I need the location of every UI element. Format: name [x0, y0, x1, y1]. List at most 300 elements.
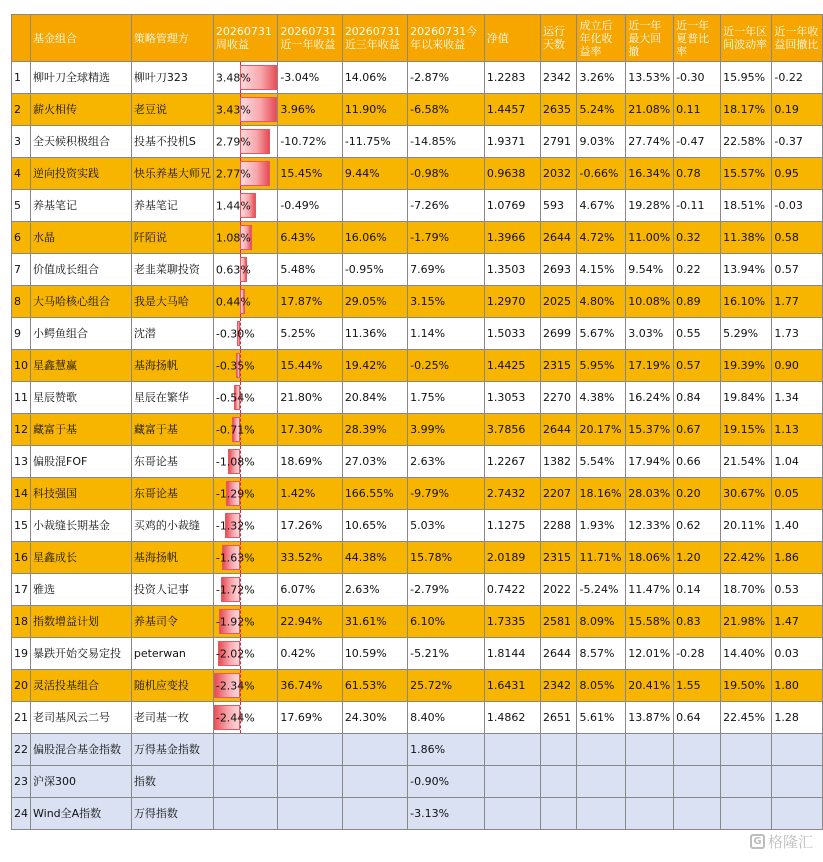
- nav-value: 0.9638: [484, 158, 540, 190]
- table-row[interactable]: [12, 574, 823, 606]
- annualized-return: 4.80%: [577, 286, 626, 318]
- return-3y: 24.30%: [342, 702, 407, 734]
- max-drawdown: 19.28%: [626, 190, 674, 222]
- annualized-return: 11.71%: [577, 542, 626, 574]
- return-ytd: 8.40%: [408, 702, 485, 734]
- max-drawdown: 28.03%: [626, 478, 674, 510]
- nav-value: 1.1275: [484, 510, 540, 542]
- max-drawdown: [626, 798, 674, 830]
- weekly-return-value: -1.32%: [215, 519, 255, 532]
- return-1y: 15.44%: [278, 350, 342, 382]
- nav-value: 1.5033: [484, 318, 540, 350]
- weekly-return: [213, 446, 277, 478]
- sharpe-ratio: 1.20: [674, 542, 721, 574]
- nav-value: 1.6431: [484, 670, 540, 702]
- col-header-3y-return[interactable]: 20260731近三年收益: [342, 15, 407, 62]
- col-header-1y-return[interactable]: 20260731近一年收益: [278, 15, 342, 62]
- manager-name: 柳叶刀323: [131, 62, 213, 94]
- return-ytd: 5.03%: [408, 510, 485, 542]
- return-drawdown-ratio: 1.40: [772, 510, 823, 542]
- return-3y: 19.42%: [342, 350, 407, 382]
- table-row[interactable]: [12, 766, 823, 798]
- volatility: 18.70%: [721, 574, 772, 606]
- return-ytd: -9.79%: [408, 478, 485, 510]
- col-header-return-drawdown[interactable]: 近一年收益回撤比: [772, 15, 823, 62]
- volatility: 15.57%: [721, 158, 772, 190]
- weekly-return: [213, 318, 277, 350]
- annualized-return: 3.26%: [577, 62, 626, 94]
- manager-name: 星辰在繁华: [131, 382, 213, 414]
- return-drawdown-ratio: 1.80: [772, 670, 823, 702]
- return-drawdown-ratio: 1.47: [772, 606, 823, 638]
- manager-name: 买鸡的小裁缝: [131, 510, 213, 542]
- return-3y: 166.55%: [342, 478, 407, 510]
- table-row[interactable]: [12, 318, 823, 350]
- return-ytd: 2.63%: [408, 446, 485, 478]
- run-days: 2644: [541, 414, 577, 446]
- row-index: 7: [12, 254, 31, 286]
- sharpe-ratio: -0.11: [674, 190, 721, 222]
- return-ytd: 7.69%: [408, 254, 485, 286]
- manager-name: 老司基一枚: [131, 702, 213, 734]
- nav-value: [484, 734, 540, 766]
- weekly-return-value: -0.30%: [215, 327, 255, 340]
- return-1y: 21.80%: [278, 382, 342, 414]
- weekly-return-value: -2.34%: [215, 679, 255, 692]
- sharpe-ratio: 0.22: [674, 254, 721, 286]
- max-drawdown: 15.58%: [626, 606, 674, 638]
- row-index: 9: [12, 318, 31, 350]
- max-drawdown: 9.54%: [626, 254, 674, 286]
- run-days: 2342: [541, 62, 577, 94]
- return-1y: 17.26%: [278, 510, 342, 542]
- col-header-sharpe[interactable]: 近一年夏普比率: [674, 15, 721, 62]
- col-header-ytd-return[interactable]: 20260731今年以来收益: [408, 15, 485, 62]
- manager-name: 随机应变投: [131, 670, 213, 702]
- run-days: 2693: [541, 254, 577, 286]
- row-index: 16: [12, 542, 31, 574]
- weekly-return: [213, 702, 277, 734]
- portfolio-name: 雅选: [31, 574, 132, 606]
- max-drawdown: 20.41%: [626, 670, 674, 702]
- return-drawdown-ratio: 0.53: [772, 574, 823, 606]
- run-days: 2315: [541, 542, 577, 574]
- sharpe-ratio: -0.47: [674, 126, 721, 158]
- run-days: 1382: [541, 446, 577, 478]
- weekly-return-value: 1.44%: [215, 199, 251, 212]
- run-days: [541, 766, 577, 798]
- nav-value: 1.0769: [484, 190, 540, 222]
- run-days: 2635: [541, 94, 577, 126]
- return-3y: [342, 798, 407, 830]
- return-ytd: -6.58%: [408, 94, 485, 126]
- max-drawdown: 27.74%: [626, 126, 674, 158]
- run-days: 2342: [541, 670, 577, 702]
- volatility: [721, 798, 772, 830]
- manager-name: 养基司令: [131, 606, 213, 638]
- max-drawdown: 11.47%: [626, 574, 674, 606]
- row-index: 5: [12, 190, 31, 222]
- weekly-return-value: -1.08%: [215, 455, 255, 468]
- volatility: [721, 734, 772, 766]
- volatility: 19.39%: [721, 350, 772, 382]
- table-row[interactable]: [12, 606, 823, 638]
- return-3y: 29.05%: [342, 286, 407, 318]
- table-row[interactable]: [12, 542, 823, 574]
- portfolio-name: 科技强国: [31, 478, 132, 510]
- max-drawdown: 16.24%: [626, 382, 674, 414]
- return-3y: -0.95%: [342, 254, 407, 286]
- portfolio-name: 柳叶刀全球精选: [31, 62, 132, 94]
- annualized-return: -5.24%: [577, 574, 626, 606]
- weekly-return-value: 2.77%: [215, 167, 251, 180]
- watermark-text: 格隆汇: [767, 833, 813, 851]
- return-ytd: -0.98%: [408, 158, 485, 190]
- annualized-return: 4.15%: [577, 254, 626, 286]
- return-1y: 17.69%: [278, 702, 342, 734]
- max-drawdown: 12.01%: [626, 638, 674, 670]
- col-header-manager[interactable]: 策略管理方: [131, 15, 213, 62]
- col-header-nav[interactable]: 净值: [484, 15, 540, 62]
- return-1y: 6.43%: [278, 222, 342, 254]
- portfolio-name: 灵活投基组合: [31, 670, 132, 702]
- row-index: 17: [12, 574, 31, 606]
- sharpe-ratio: 0.32: [674, 222, 721, 254]
- table-row[interactable]: [12, 94, 823, 126]
- portfolio-name: 水晶: [31, 222, 132, 254]
- row-index: 24: [12, 798, 31, 830]
- weekly-return-value: -0.54%: [215, 391, 255, 404]
- max-drawdown: 11.00%: [626, 222, 674, 254]
- return-3y: 16.06%: [342, 222, 407, 254]
- weekly-return: [213, 798, 277, 830]
- portfolio-name: 沪深300: [31, 766, 132, 798]
- volatility: [721, 766, 772, 798]
- weekly-return: [213, 382, 277, 414]
- return-3y: 11.36%: [342, 318, 407, 350]
- return-ytd: -14.85%: [408, 126, 485, 158]
- manager-name: 沈潜: [131, 318, 213, 350]
- weekly-return: [213, 478, 277, 510]
- table-row[interactable]: [12, 734, 823, 766]
- row-index: 11: [12, 382, 31, 414]
- sharpe-ratio: 0.89: [674, 286, 721, 318]
- portfolio-name: 藏富于基: [31, 414, 132, 446]
- table-row[interactable]: [12, 510, 823, 542]
- run-days: 2207: [541, 478, 577, 510]
- portfolio-name: 全天候积极组合: [31, 126, 132, 158]
- portfolio-name: 大马哈核心组合: [31, 286, 132, 318]
- sharpe-ratio: 0.78: [674, 158, 721, 190]
- return-drawdown-ratio: 0.19: [772, 94, 823, 126]
- return-3y: [342, 734, 407, 766]
- col-header-annualized[interactable]: 成立后年化收益率: [577, 15, 626, 62]
- portfolio-name: 老司基风云二号: [31, 702, 132, 734]
- manager-name: 投基不投机S: [131, 126, 213, 158]
- return-ytd: 1.75%: [408, 382, 485, 414]
- run-days: [541, 734, 577, 766]
- return-ytd: 1.86%: [408, 734, 485, 766]
- return-drawdown-ratio: 1.28: [772, 702, 823, 734]
- sharpe-ratio: -0.28: [674, 638, 721, 670]
- weekly-return: [213, 190, 277, 222]
- return-1y: 17.87%: [278, 286, 342, 318]
- col-header-max-drawdown[interactable]: 近一年最大回撤: [626, 15, 674, 62]
- volatility: 16.10%: [721, 286, 772, 318]
- return-3y: 61.53%: [342, 670, 407, 702]
- portfolio-name: 薪火相传: [31, 94, 132, 126]
- volatility: 13.94%: [721, 254, 772, 286]
- run-days: 593: [541, 190, 577, 222]
- return-3y: 20.84%: [342, 382, 407, 414]
- annualized-return: 8.09%: [577, 606, 626, 638]
- return-drawdown-ratio: -0.37: [772, 126, 823, 158]
- manager-name: 基海扬帆: [131, 542, 213, 574]
- nav-value: 1.4457: [484, 94, 540, 126]
- manager-name: 阡陌说: [131, 222, 213, 254]
- return-3y: 31.61%: [342, 606, 407, 638]
- return-1y: -0.49%: [278, 190, 342, 222]
- run-days: 2644: [541, 638, 577, 670]
- return-3y: 28.39%: [342, 414, 407, 446]
- return-1y: 36.74%: [278, 670, 342, 702]
- max-drawdown: 21.08%: [626, 94, 674, 126]
- return-1y: 18.69%: [278, 446, 342, 478]
- table-row[interactable]: [12, 670, 823, 702]
- table-row[interactable]: [12, 158, 823, 190]
- table-row[interactable]: [12, 702, 823, 734]
- max-drawdown: 16.34%: [626, 158, 674, 190]
- sharpe-ratio: 0.83: [674, 606, 721, 638]
- manager-name: 万得基金指数: [131, 734, 213, 766]
- weekly-return: [213, 286, 277, 318]
- return-ytd: 3.99%: [408, 414, 485, 446]
- sharpe-ratio: 0.55: [674, 318, 721, 350]
- row-index: 18: [12, 606, 31, 638]
- return-drawdown-ratio: 0.03: [772, 638, 823, 670]
- portfolio-name: 指数增益计划: [31, 606, 132, 638]
- return-drawdown-ratio: 0.57: [772, 254, 823, 286]
- weekly-return-value: 0.44%: [215, 295, 251, 308]
- volatility: 18.51%: [721, 190, 772, 222]
- row-index: 20: [12, 670, 31, 702]
- weekly-return-value: 3.43%: [215, 103, 251, 116]
- return-ytd: 1.14%: [408, 318, 485, 350]
- run-days: 2022: [541, 574, 577, 606]
- weekly-return: [213, 510, 277, 542]
- portfolio-name: 价值成长组合: [31, 254, 132, 286]
- return-1y: 6.07%: [278, 574, 342, 606]
- return-1y: 1.42%: [278, 478, 342, 510]
- return-drawdown-ratio: [772, 766, 823, 798]
- volatility: 18.17%: [721, 94, 772, 126]
- volatility: 11.38%: [721, 222, 772, 254]
- max-drawdown: 13.53%: [626, 62, 674, 94]
- run-days: 2032: [541, 158, 577, 190]
- table-row[interactable]: [12, 62, 823, 94]
- weekly-return-value: 0.63%: [215, 263, 251, 276]
- return-3y: 44.38%: [342, 542, 407, 574]
- sharpe-ratio: 0.84: [674, 382, 721, 414]
- weekly-return-value: -0.71%: [215, 423, 255, 436]
- volatility: 19.84%: [721, 382, 772, 414]
- portfolio-name: 暴跌开始交易定投: [31, 638, 132, 670]
- col-header-index: [12, 15, 31, 62]
- return-drawdown-ratio: [772, 798, 823, 830]
- sharpe-ratio: 0.14: [674, 574, 721, 606]
- table-row[interactable]: [12, 190, 823, 222]
- table-row[interactable]: [12, 798, 823, 830]
- max-drawdown: 3.03%: [626, 318, 674, 350]
- nav-value: 1.8144: [484, 638, 540, 670]
- annualized-return: [577, 766, 626, 798]
- sharpe-ratio: 0.11: [674, 94, 721, 126]
- nav-value: 1.3503: [484, 254, 540, 286]
- max-drawdown: 18.06%: [626, 542, 674, 574]
- nav-value: 1.4425: [484, 350, 540, 382]
- portfolio-name: 星鑫成长: [31, 542, 132, 574]
- weekly-return: [213, 222, 277, 254]
- annualized-return: 4.67%: [577, 190, 626, 222]
- max-drawdown: 17.19%: [626, 350, 674, 382]
- table-row[interactable]: [12, 446, 823, 478]
- weekly-return: [213, 62, 277, 94]
- sharpe-ratio: -0.30: [674, 62, 721, 94]
- return-1y: 0.42%: [278, 638, 342, 670]
- manager-name: 投资人记事: [131, 574, 213, 606]
- weekly-return-value: 1.08%: [215, 231, 251, 244]
- row-index: 8: [12, 286, 31, 318]
- return-drawdown-ratio: [772, 734, 823, 766]
- run-days: 2644: [541, 222, 577, 254]
- return-drawdown-ratio: -0.03: [772, 190, 823, 222]
- col-header-portfolio[interactable]: 基金组合: [31, 15, 132, 62]
- col-header-weekly-return[interactable]: 20260731周收益: [213, 15, 277, 62]
- return-1y: 5.48%: [278, 254, 342, 286]
- weekly-return: [213, 574, 277, 606]
- nav-value: 1.3966: [484, 222, 540, 254]
- row-index: 1: [12, 62, 31, 94]
- return-1y: 17.30%: [278, 414, 342, 446]
- annualized-return: 5.24%: [577, 94, 626, 126]
- return-1y: [278, 734, 342, 766]
- return-3y: 14.06%: [342, 62, 407, 94]
- run-days: 2581: [541, 606, 577, 638]
- nav-value: 3.7856: [484, 414, 540, 446]
- watermark: [750, 831, 813, 852]
- portfolio-name: 小裁缝长期基金: [31, 510, 132, 542]
- volatility: 15.95%: [721, 62, 772, 94]
- table-row[interactable]: [12, 478, 823, 510]
- sharpe-ratio: 0.64: [674, 702, 721, 734]
- nav-value: 2.0189: [484, 542, 540, 574]
- volatility: 5.29%: [721, 318, 772, 350]
- portfolio-name: 偏股混FOF: [31, 446, 132, 478]
- table-row[interactable]: [12, 382, 823, 414]
- row-index: 3: [12, 126, 31, 158]
- weekly-return-value: 2.79%: [215, 135, 251, 148]
- annualized-return: 8.05%: [577, 670, 626, 702]
- weekly-return: [213, 542, 277, 574]
- portfolio-name: 星鑫慧赢: [31, 350, 132, 382]
- return-drawdown-ratio: -0.22: [772, 62, 823, 94]
- weekly-return: [213, 350, 277, 382]
- annualized-return: 5.61%: [577, 702, 626, 734]
- nav-value: 1.3053: [484, 382, 540, 414]
- sharpe-ratio: 0.62: [674, 510, 721, 542]
- row-index: 12: [12, 414, 31, 446]
- sharpe-ratio: 1.55: [674, 670, 721, 702]
- return-1y: 15.45%: [278, 158, 342, 190]
- table-row[interactable]: [12, 126, 823, 158]
- nav-value: 1.9371: [484, 126, 540, 158]
- portfolio-name: 小鳄鱼组合: [31, 318, 132, 350]
- weekly-return-value: -2.02%: [215, 647, 255, 660]
- return-ytd: -7.26%: [408, 190, 485, 222]
- return-3y: 27.03%: [342, 446, 407, 478]
- row-index: 4: [12, 158, 31, 190]
- weekly-return: [213, 158, 277, 190]
- return-3y: 10.65%: [342, 510, 407, 542]
- return-3y: 2.63%: [342, 574, 407, 606]
- col-header-run-days[interactable]: 运行天数: [541, 15, 577, 62]
- row-index: 21: [12, 702, 31, 734]
- run-days: 2699: [541, 318, 577, 350]
- run-days: 2791: [541, 126, 577, 158]
- manager-name: 万得指数: [131, 798, 213, 830]
- volatility: 21.98%: [721, 606, 772, 638]
- return-drawdown-ratio: 0.05: [772, 478, 823, 510]
- weekly-return: [213, 606, 277, 638]
- volatility: 19.15%: [721, 414, 772, 446]
- table-row[interactable]: [12, 414, 823, 446]
- weekly-return-value: 3.48%: [215, 71, 251, 84]
- run-days: 2288: [541, 510, 577, 542]
- weekly-return-value: -1.92%: [215, 615, 255, 628]
- fund-portfolio-table: [11, 14, 823, 830]
- row-index: 22: [12, 734, 31, 766]
- gelonghui-logo-icon: G: [750, 834, 765, 849]
- volatility: 20.11%: [721, 510, 772, 542]
- manager-name: 快乐养基大师兄: [131, 158, 213, 190]
- nav-value: [484, 798, 540, 830]
- max-drawdown: [626, 766, 674, 798]
- return-3y: -11.75%: [342, 126, 407, 158]
- weekly-return: [213, 414, 277, 446]
- manager-name: 老韭菜聊投资: [131, 254, 213, 286]
- table-row[interactable]: [12, 638, 823, 670]
- return-ytd: -2.87%: [408, 62, 485, 94]
- table-row[interactable]: [12, 350, 823, 382]
- return-3y: [342, 766, 407, 798]
- table-row[interactable]: [12, 222, 823, 254]
- return-3y: 10.59%: [342, 638, 407, 670]
- return-drawdown-ratio: 0.95: [772, 158, 823, 190]
- nav-value: 2.7432: [484, 478, 540, 510]
- table-row[interactable]: [12, 254, 823, 286]
- col-header-volatility[interactable]: 近一年区间波动率: [721, 15, 772, 62]
- manager-name: peterwan: [131, 638, 213, 670]
- weekly-return: [213, 670, 277, 702]
- sharpe-ratio: [674, 734, 721, 766]
- volatility: 19.50%: [721, 670, 772, 702]
- return-drawdown-ratio: 1.34: [772, 382, 823, 414]
- manager-name: 藏富于基: [131, 414, 213, 446]
- volatility: 22.42%: [721, 542, 772, 574]
- annualized-return: [577, 734, 626, 766]
- table-row[interactable]: [12, 286, 823, 318]
- sharpe-ratio: 0.66: [674, 446, 721, 478]
